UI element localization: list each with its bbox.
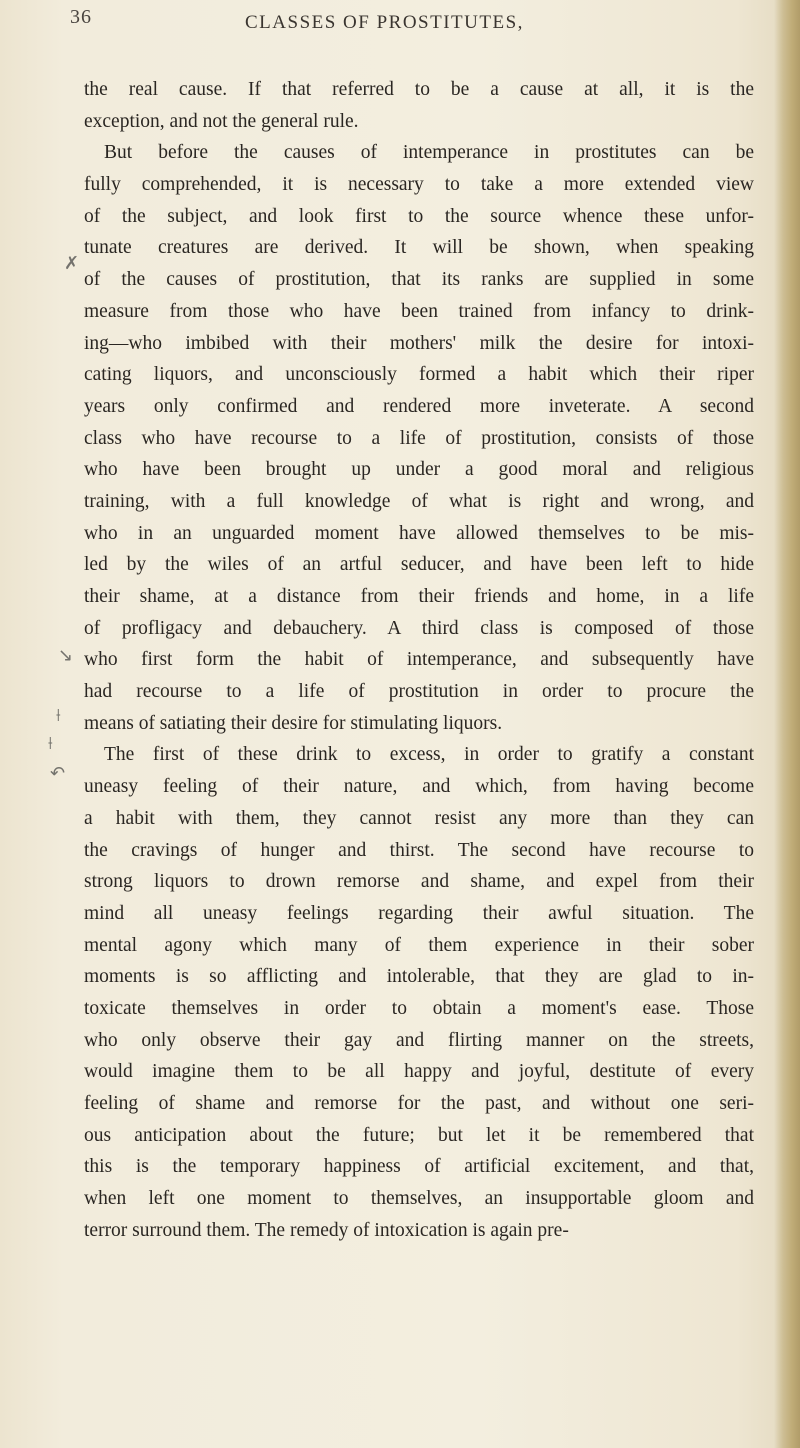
running-head: CLASSES OF PROSTITUTES, [245,12,524,33]
text-line: tunate creatures are derived. It will be shown, when speaking [84,237,754,259]
text-line: class who have recourse to a life of prostitution, consists of those [84,427,754,449]
page-number: 36 [70,6,92,28]
text-line: the cravings of hunger and thirst. The second have recourse to [84,839,754,861]
text-line: moments is so afflicting and intolerable, that they are glad to in- [84,966,754,988]
pencil-mark: ⟊ [48,733,53,754]
pencil-mark: ✗ [64,253,80,274]
text-line: the real cause. If that referred to be a cause at all, it is the [84,79,754,100]
text-line: mind all uneasy feelings regarding their awful situation. The [84,902,754,924]
text-line: measure from those who have been trained from infancy to drink- [84,300,754,322]
text-line: terror surround them. The remedy of intoxication is again pre- [84,1219,569,1241]
text-line: who in an unguarded moment have allowed themselves to be mis- [84,522,754,544]
text-line: feeling of shame and remorse for the past, and without one seri- [84,1093,754,1114]
text-line: would imagine them to be all happy and joyful, destitute of every [84,1061,754,1083]
text-line: ous anticipation about the future; but let it be remembered that [84,1124,754,1146]
text-line: mental agony which many of them experience in their sober [84,934,754,956]
text-line: led by the wiles of an artful seducer, and have been left to hide [84,554,754,576]
text-line: of the causes of prostitution, that its ranks are supplied in some [84,269,754,291]
text-line: cating liquors, and unconsciously formed a habit which their riper [84,364,754,386]
text-line: The first of these drink to excess, in order to gratify a constant [104,744,754,766]
pencil-mark: ↘ [58,645,74,666]
text-line: who first form the habit of intemperance, and subsequently have [84,649,754,671]
pencil-mark: ↶ [50,763,66,784]
body-text [84,74,754,1246]
text-line: their shame, at a distance from their friends and home, in a life [84,586,754,607]
text-line: when left one moment to themselves, an insupportable gloom and [84,1188,754,1210]
text-line: fully comprehended, it is necessary to take a more extended view [84,174,754,196]
text-line: a habit with them, they cannot resist any more than they can [84,807,754,829]
page-header [0,6,800,36]
text-line: strong liquors to drown remorse and shame, and expel from their [84,871,754,893]
pencil-mark: ⟊ [56,705,61,726]
text-line: toxicate themselves in order to obtain a moment's ease. Those [84,997,754,1019]
text-line: But before the causes of intemperance in prostitutes can be [104,142,754,164]
text-line: of the subject, and look first to the source whence these unfor- [84,205,754,227]
text-line: this is the temporary happiness of artificial excitement, and that, [84,1156,754,1178]
text-line: training, with a full knowledge of what is right and wrong, and [84,490,754,512]
text-line: of profligacy and debauchery. A third class is composed of those [84,617,754,639]
text-line: exception, and not the general rule. [84,110,359,132]
text-line: means of satiating their desire for stimulating liquors. [84,712,503,734]
text-line: years only confirmed and rendered more inveterate. A second [84,395,754,417]
text-line: had recourse to a life of prostitution in order to procure the [84,681,754,703]
text-line: who have been brought up under a good moral and religious [84,459,754,481]
text-line: uneasy feeling of their nature, and which, from having become [84,776,754,798]
text-line: who only observe their gay and flirting manner on the streets, [84,1029,754,1051]
text-line: ing—who imbibed with their mothers' milk the desire for intoxi- [84,332,754,354]
page-edge [774,0,800,1448]
